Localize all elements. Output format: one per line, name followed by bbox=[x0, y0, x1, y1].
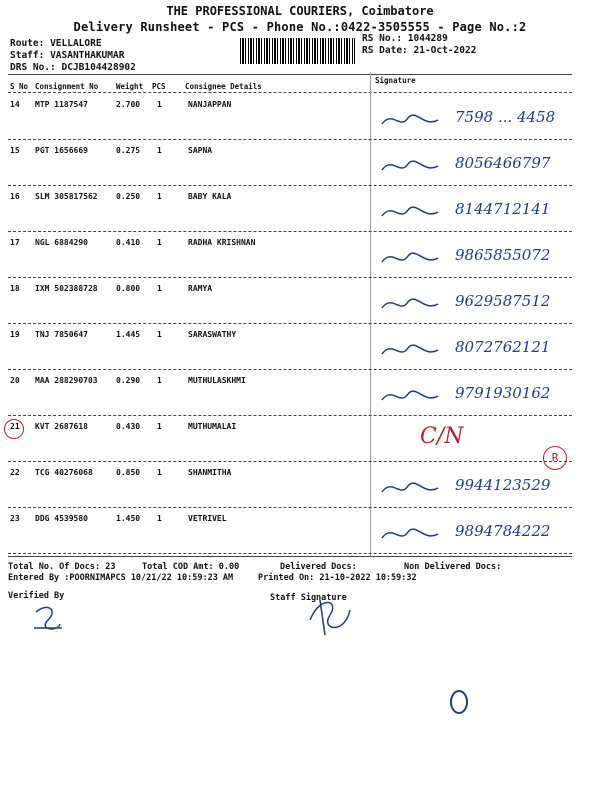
row-consignment: MTP 1187547 bbox=[35, 100, 88, 109]
col-consignee: Consignee Details bbox=[185, 82, 262, 91]
row-sno: 18 bbox=[10, 284, 20, 293]
row-pcs: 1 bbox=[157, 284, 162, 293]
rs-date-row bbox=[362, 45, 476, 56]
row-pcs: 1 bbox=[157, 514, 162, 523]
row-weight: 0.800 bbox=[116, 284, 141, 293]
handwritten-note: 9865855072 bbox=[455, 246, 551, 264]
row-sno: 16 bbox=[10, 192, 20, 201]
row-weight: 2.700 bbox=[116, 100, 141, 109]
table-row bbox=[0, 416, 600, 462]
handwritten-note: 8144712141 bbox=[455, 200, 551, 218]
handwritten-note: 8056466797 bbox=[455, 154, 551, 172]
col-consignment: Consignment No bbox=[35, 82, 99, 91]
row-weight: 0.250 bbox=[116, 192, 141, 201]
row-consignment: TCG 40276068 bbox=[35, 468, 93, 477]
row-pcs: 1 bbox=[157, 468, 162, 477]
col-pcs: PCS bbox=[152, 82, 166, 91]
row-weight: 0.410 bbox=[116, 238, 141, 247]
rs-date-value: 21-Oct-2022 bbox=[413, 45, 477, 56]
row-pcs: 1 bbox=[157, 146, 162, 155]
row-consignee: MUTHUMALAI bbox=[188, 422, 237, 431]
route-label: Route: bbox=[10, 38, 45, 49]
handwritten-note: 9791930162 bbox=[455, 384, 551, 402]
col-signature: Signature bbox=[375, 76, 416, 85]
handwritten-note: 7598 ... 4458 bbox=[455, 108, 556, 126]
row-consignee: VETRIVEL bbox=[188, 514, 227, 523]
staff-value: VASANTHAKUMAR bbox=[50, 50, 125, 61]
entered-by: Entered By :POORNIMAPCS 10/21/22 10:59:23 AM bbox=[8, 573, 234, 583]
drs-value: DCJB104428902 bbox=[61, 62, 136, 73]
row-consignment: PGT 1656669 bbox=[35, 146, 88, 155]
row-sno: 23 bbox=[10, 514, 20, 523]
signature-scribble bbox=[378, 106, 448, 136]
rs-date-label: RS Date: bbox=[362, 45, 408, 56]
row-divider bbox=[8, 553, 572, 554]
row-weight: 0.290 bbox=[116, 376, 141, 385]
row-pcs: 1 bbox=[157, 422, 162, 431]
col-sno: S No bbox=[10, 82, 29, 91]
row-sno: 14 bbox=[10, 100, 20, 109]
row-consignment: TNJ 7850647 bbox=[35, 330, 88, 339]
row-consignee: RADHA KRISHNAN bbox=[188, 238, 256, 247]
row-pcs: 1 bbox=[157, 330, 162, 339]
signature-scribble bbox=[378, 382, 448, 412]
table-row bbox=[0, 140, 600, 186]
row-pcs: 1 bbox=[157, 100, 162, 109]
table-row bbox=[0, 508, 600, 554]
row-pcs: 1 bbox=[157, 238, 162, 247]
route-row bbox=[10, 38, 102, 49]
row-consignee: RAMYA bbox=[188, 284, 213, 293]
table-row bbox=[0, 462, 600, 508]
table-row bbox=[0, 324, 600, 370]
rs-no-row bbox=[362, 33, 448, 44]
row-consignee: BABY KALA bbox=[188, 192, 232, 201]
signature-scribble bbox=[378, 198, 448, 228]
verified-signature-scribble bbox=[28, 600, 68, 640]
drs-label: DRS No.: bbox=[10, 62, 56, 73]
row-weight: 0.275 bbox=[116, 146, 141, 155]
row-weight: 1.445 bbox=[116, 330, 141, 339]
table-row bbox=[0, 278, 600, 324]
red-circle-mark bbox=[4, 419, 24, 439]
total-docs: Total No. Of Docs: 23 bbox=[8, 562, 116, 572]
row-consignee: SAPNA bbox=[188, 146, 213, 155]
printed-on: Printed On: 21-10-2022 10:59:32 bbox=[258, 573, 417, 583]
signature-scribble bbox=[378, 428, 448, 458]
row-weight: 0.430 bbox=[116, 422, 141, 431]
col-weight: Weight bbox=[116, 82, 144, 91]
runsheet-title: Delivery Runsheet - PCS - Phone No.:0422-3505555 - Page No.:2 bbox=[73, 20, 527, 34]
handwritten-note: 8072762121 bbox=[455, 338, 551, 356]
signature-scribble bbox=[378, 336, 448, 366]
delivered-docs: Delivered Docs: bbox=[280, 562, 357, 572]
verified-by-label: Verified By bbox=[8, 591, 65, 601]
row-pcs: 1 bbox=[157, 192, 162, 201]
staff-signature-label: Staff Signature bbox=[270, 593, 347, 603]
row-consignee: NANJAPPAN bbox=[188, 100, 232, 109]
row-consignment: MAA 288290703 bbox=[35, 376, 98, 385]
table-row bbox=[0, 232, 600, 278]
red-r-mark: R bbox=[543, 446, 567, 470]
signature-scribble bbox=[378, 474, 448, 504]
row-weight: 1.450 bbox=[116, 514, 141, 523]
row-consignment: DDG 4539580 bbox=[35, 514, 88, 523]
row-sno: 15 bbox=[10, 146, 20, 155]
row-sno: 22 bbox=[10, 468, 20, 477]
handwritten-note: 9944123529 bbox=[455, 476, 551, 494]
blue-circle-mark bbox=[450, 690, 468, 714]
handwritten-note: C/N bbox=[420, 424, 464, 449]
handwritten-note: 9629587512 bbox=[455, 292, 551, 310]
route-value: VELLALORE bbox=[50, 38, 102, 49]
staff-label: Staff: bbox=[10, 50, 45, 61]
row-sno: 17 bbox=[10, 238, 20, 247]
row-weight: 0.850 bbox=[116, 468, 141, 477]
table-row bbox=[0, 186, 600, 232]
non-delivered-docs: Non Delivered Docs: bbox=[404, 562, 502, 572]
signature-scribble bbox=[378, 290, 448, 320]
row-sno: 20 bbox=[10, 376, 20, 385]
barcode bbox=[240, 38, 355, 64]
table-header-line bbox=[8, 92, 572, 93]
row-pcs: 1 bbox=[157, 376, 162, 385]
row-consignment: IXM 502388728 bbox=[35, 284, 98, 293]
row-consignment: NGL 6884290 bbox=[35, 238, 88, 247]
company-title: THE PROFESSIONAL COURIERS, Coimbatore bbox=[166, 4, 434, 18]
row-consignee: SARASWATHY bbox=[188, 330, 237, 339]
signature-scribble bbox=[378, 520, 448, 550]
rs-no-value: 1044289 bbox=[407, 33, 448, 44]
total-cod: Total COD Amt: 0.00 bbox=[142, 562, 240, 572]
row-consignment: KVT 2687618 bbox=[35, 422, 88, 431]
row-consignment: SLM 305817562 bbox=[35, 192, 98, 201]
staff-signature-scribble bbox=[300, 590, 360, 640]
row-consignee: MUTHULASKHMI bbox=[188, 376, 246, 385]
table-top-line bbox=[8, 74, 572, 75]
table-row bbox=[0, 94, 600, 140]
footer-top-line bbox=[8, 556, 572, 557]
handwritten-note: 9894784222 bbox=[455, 522, 551, 540]
signature-scribble bbox=[378, 244, 448, 274]
staff-row bbox=[10, 50, 124, 61]
rs-no-label: RS No.: bbox=[362, 33, 403, 44]
table-row bbox=[0, 370, 600, 416]
signature-scribble bbox=[378, 152, 448, 182]
row-sno: 19 bbox=[10, 330, 20, 339]
row-sno: 21 bbox=[10, 422, 20, 431]
drs-row bbox=[10, 62, 136, 73]
row-consignee: SHANMITHA bbox=[188, 468, 232, 477]
